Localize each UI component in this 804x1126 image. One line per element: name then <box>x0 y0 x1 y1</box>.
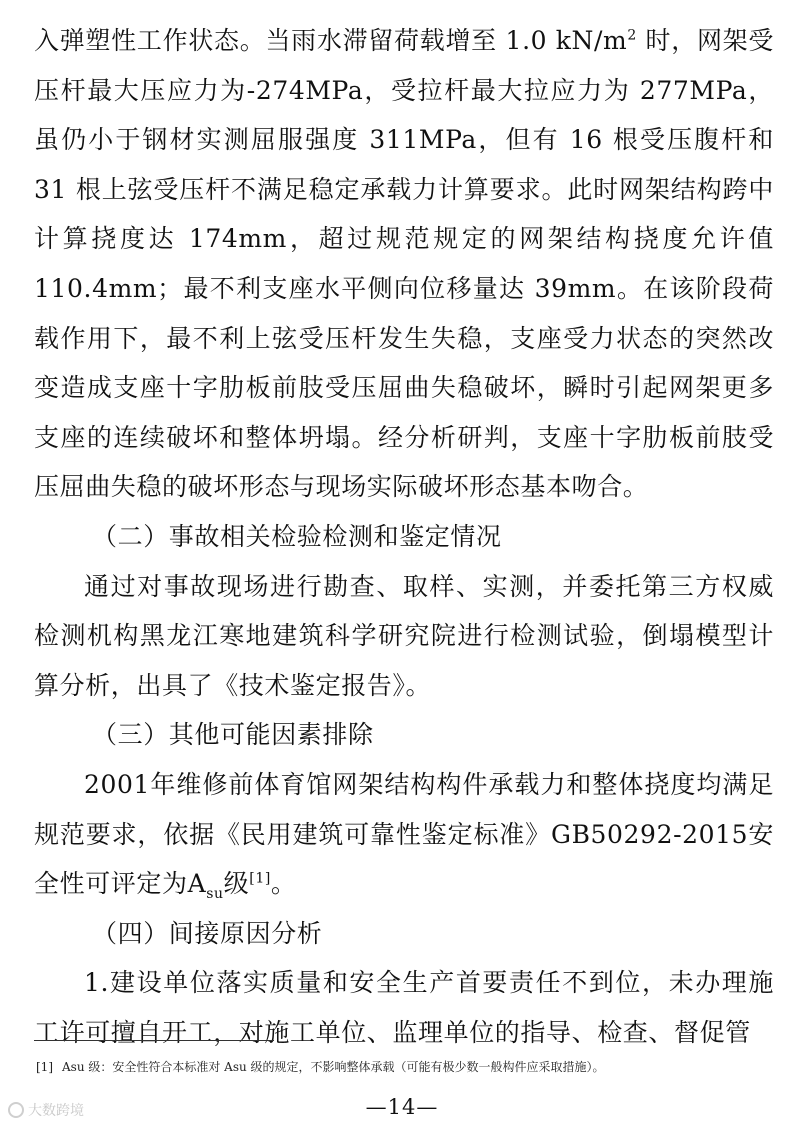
section-heading-4: （四）间接原因分析 <box>92 918 323 948</box>
section-heading-3: （三）其他可能因素排除 <box>92 720 374 750</box>
paragraph-3-text: 2001年维修前体育馆网架结构构件承载力和整体挠度均满足规范要求，依据《民用建筑可靠性鉴定标准》GB50292-2015安全性可评定为A <box>34 769 774 899</box>
paragraph-1-text: 入弹塑性工作状态。当雨水滞留荷载增至 1.0 kN/m <box>34 26 628 55</box>
logo-circle-icon <box>8 1102 24 1118</box>
paragraph-3-end: 。 <box>270 869 297 899</box>
subscript-su: su <box>206 886 224 903</box>
paragraph-4: 1.建设单位落实质量和安全生产首要责任不到位，未办理施工许可擅自开工，对施工单位、监理单位的指导、检查、督促管 <box>34 968 774 1047</box>
superscript-2: 2 <box>627 27 637 44</box>
footnote-mark: [1] <box>36 1060 53 1074</box>
watermark <box>8 1100 84 1120</box>
paragraph-2: 通过对事故现场进行勘查、取样、实测，并委托第三方权威检测机构黑龙江寒地建筑科学研究院进行检测试验，倒塌模型计算分析，出具了《技术鉴定报告》。 <box>34 571 774 700</box>
footnote <box>36 1058 776 1076</box>
paragraph-3 <box>34 760 774 909</box>
body-text <box>34 16 774 1057</box>
watermark-text: 大数跨境 <box>28 1102 84 1118</box>
page-number: —14— <box>365 1095 439 1119</box>
paragraph-1 <box>34 16 774 512</box>
paragraph-3-mid: 级 <box>223 869 250 899</box>
paragraph-1-rest: 时，网架受压杆最大压应力为-274MPa，受拉杆最大拉应力为 277MPa，虽仍小于钢材实测屈服强度 311MPa，但有 16 根受压腹杆和 31 根上弦受压杆不满足稳定承载力计算要求。此时网架结构跨中计算挠度达 174mm，超过规范规定的网架结构挠度允许值 110.4mm；最不利支座水平侧向位移量达 39mm。在该阶段荷载作用下，最不利上弦受压杆发生失稳，支座受力状态的突然改变造成支座十字肋板前肢受压屈曲失稳破坏，瞬时引起网架更多支座的连续破坏和整体坍塌。经分析研判，支座十字肋板前肢受压屈曲失稳的破坏形态与现场实际破坏形态基本吻合。 <box>34 26 774 502</box>
footnote-reference[interactable]: [1] <box>249 870 271 887</box>
footnote-divider <box>34 1040 274 1041</box>
footnote-text: Asu 级：安全性符合本标准对 Asu 级的规定，不影响整体承载（可能有极少数一般构件应采取措施）。 <box>62 1060 605 1074</box>
section-heading-2: （二）事故相关检验检测和鉴定情况 <box>92 521 502 551</box>
